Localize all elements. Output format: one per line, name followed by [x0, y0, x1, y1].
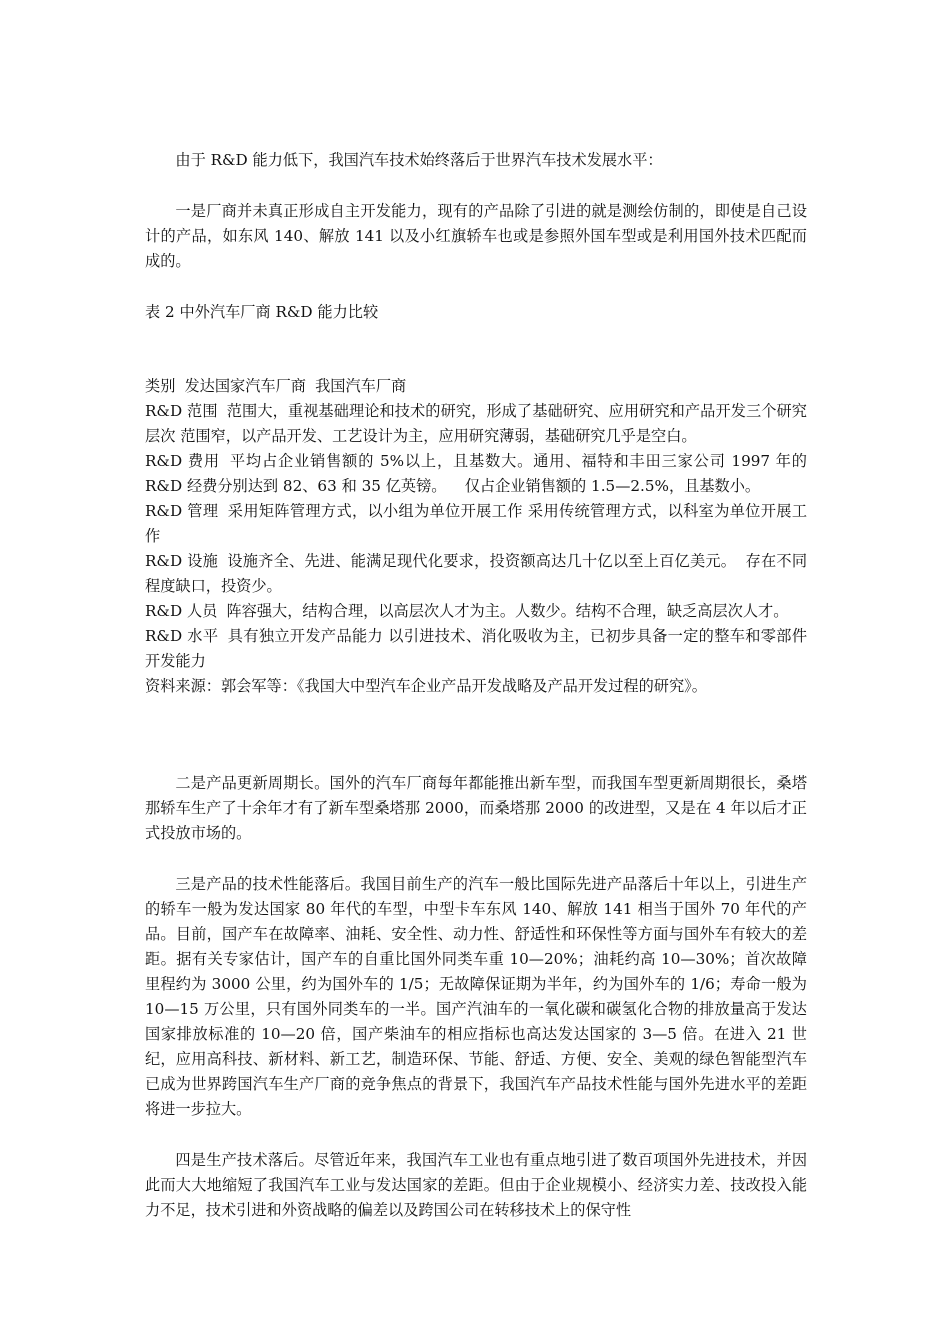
row-developed: 阵容强大，结构合理，以高层次人才为主。 [226, 602, 516, 620]
table-title: 表 2 中外汽车厂商 R&D 能力比较 [145, 303, 379, 321]
row-developed: 平均占企业销售额的 5%以上，且基数大。通用、福特和丰田三家公司 1997 年的 R&D 经费分别达到 82、63 和 35 亿英镑。 [145, 452, 807, 495]
point-one-paragraph: 一是厂商并未真正形成自主开发能力，现有的产品除了引进的就是测绘仿制的，即使是自己设计的产品，如东风 140、解放 141 以及小红旗轿车也或是参照外国车型或是利用国外技术匹配而成的。 [145, 202, 807, 270]
row-china: 存在不同程度缺口，投资少。 [145, 552, 808, 595]
spacer [145, 325, 807, 374]
table-row [145, 449, 807, 499]
row-china: 范围窄，以产品开发、工艺设计为主，应用研究薄弱，基础研究几乎是空白。 [180, 427, 697, 445]
row-category: R&D 设施 [145, 552, 219, 570]
spacer [145, 699, 807, 771]
row-china: 人数少。结构不合理，缺乏高层次人才。 [515, 602, 789, 620]
header-category: 类别 [145, 377, 176, 395]
row-category: R&D 人员 [145, 602, 218, 620]
row-china: 仅占企业销售额的 1.5—2.5%，且基数小。 [464, 477, 761, 495]
table-source: 资料来源：郭会军等：《我国大中型汽车企业产品开发战略及产品开发过程的研究》。 [145, 677, 707, 695]
row-developed: 设施齐全、先进、能满足现代化要求，投资额高达几十亿以至上百亿美元。 [227, 552, 737, 570]
table-row [145, 624, 807, 674]
table-row [145, 599, 807, 624]
spacer [145, 173, 807, 199]
table-row [145, 499, 807, 549]
row-category: R&D 管理 [145, 502, 219, 520]
row-category: R&D 范围 [145, 402, 218, 420]
document-page [145, 148, 807, 1223]
row-china: 以引进技术、消化吸收为主，已初步具备一定的整车和零部件开发能力 [145, 627, 808, 670]
point-four-paragraph: 四是生产技术落后。尽管近年来，我国汽车工业也有重点地引进了数百项国外先进技术，并因此而大大地缩短了我国汽车工业与发达国家的差距。但由于企业规模小、经济实力差、技改投入能力不足，技术引进和外资战略的偏差以及跨国公司在转移技术上的保守性 [145, 1151, 807, 1219]
table-row [145, 399, 807, 449]
row-china: 采用传统管理方式，以科室为单位开展工作 [145, 502, 808, 545]
header-china: 我国汽车厂商 [315, 377, 407, 395]
row-category: R&D 水平 [145, 627, 219, 645]
row-developed: 范围大，重视基础理论和技术的研究，形成了基础研究、应用研究和产品开发三个研究层次 [145, 402, 807, 445]
point-two-paragraph: 二是产品更新周期长。国外的汽车厂商每年都能推出新车型，而我国车型更新周期很长，桑塔那轿车生产了十余年才有了新车型桑塔那 2000，而桑塔那 2000 的改进型，又是在 4 年以后才正式投放市场的。 [145, 774, 807, 842]
header-developed: 发达国家汽车厂商 [184, 377, 306, 395]
point-three-paragraph: 三是产品的技术性能落后。我国目前生产的汽车一般比国际先进产品落后十年以上，引进生产的轿车一般为发达国家 80 年代的车型，中型卡车东风 140、解放 141 相当于国外 70 年代的产品。目前，国产车在故障率、油耗、安全性、动力性、舒适性和环保性等方面与国外车有较大的差距。据有关专家估计，国产车的自重比国外同类车重 10—20%；油耗约高 10—30%；首次故障里程约为 3000 公里，约为国外车的 1/5；无故障保证期为半年，约为国外车的 1/6；寿命一般为 10—15 万公里，只有国外同类车的一半。国产汽油车的一氧化碳和碳氢化合物的排放量高于发达国家排放标准的 10—20 倍，国产柴油车的相应指标也高达发达国家的 3—5 倍。在进入 21 世纪，应用高科技、新材料、新工艺，制造环保、节能、舒适、方便、安全、美观的绿色智能型汽车已成为世界跨国汽车生产厂商的竞争焦点的背景下，我国汽车产品技术性能与国外先进水平的差距将进一步拉大。 [145, 875, 807, 1118]
table-row [145, 549, 807, 599]
spacer [145, 274, 807, 300]
row-developed: 具有独立开发产品能力 [227, 627, 384, 645]
spacer [145, 1122, 807, 1148]
row-category: R&D 费用 [145, 452, 220, 470]
row-developed: 采用矩阵管理方式，以小组为单位开展工作 [227, 502, 523, 520]
spacer [145, 846, 807, 872]
rd-comparison-table [145, 374, 807, 699]
table-header-row [145, 374, 807, 399]
intro-paragraph: 由于 R&D 能力低下，我国汽车技术始终落后于世界汽车技术发展水平： [175, 151, 663, 169]
